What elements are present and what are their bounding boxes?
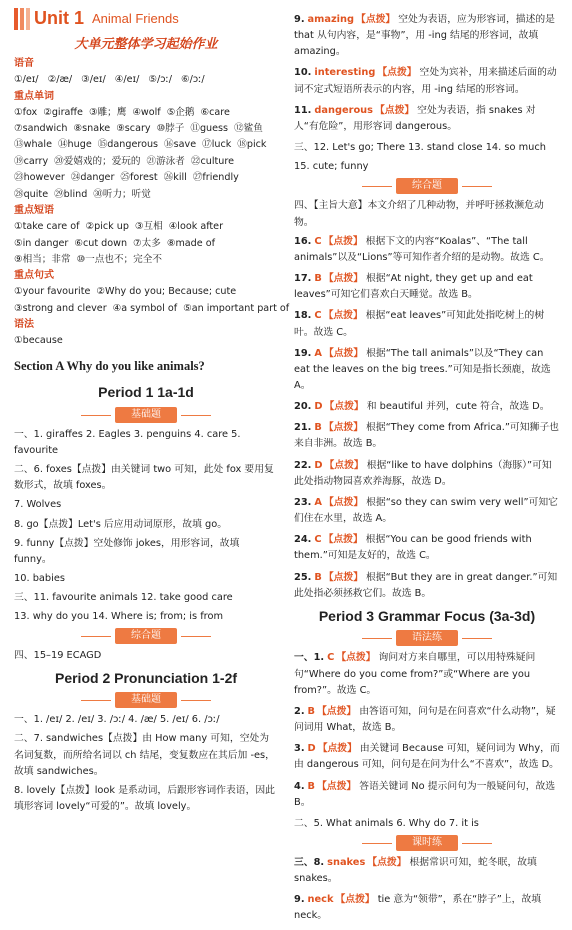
comprehensive-badge: 综合题 xyxy=(396,178,458,194)
vocab-item: ㉒culture xyxy=(190,155,234,167)
answer-line: 7. Wolves xyxy=(14,499,62,511)
phrase-item: ②pick up xyxy=(85,221,129,233)
answer-key: B xyxy=(314,571,322,583)
answer-line: 15. cute; funny xyxy=(294,161,369,173)
phrase-item: ③互相 xyxy=(134,221,163,233)
answer-key: dangerous xyxy=(314,104,373,116)
vocab-item: ⑳爱嬉戏的；爱玩的 xyxy=(54,155,141,167)
vocab-item: ⑯save xyxy=(164,139,197,151)
vocab-item: ④wolf xyxy=(132,106,161,118)
vocab-item: ㉖kill xyxy=(163,172,187,184)
vocab-item: ③雕；鹰 xyxy=(88,106,127,118)
answer-item xyxy=(294,271,560,303)
explanation: 由关键词 Because 可知，疑问词为 Why，而由 dangerous 可知，问句是在问为什么“不喜欢”，故选 D。 xyxy=(294,743,560,771)
phrase-row xyxy=(14,220,278,233)
vocab-label: 重点单词 xyxy=(14,90,54,102)
main-title: 大单元整体学习起始作业 xyxy=(74,37,218,52)
phrases-label: 重点短语 xyxy=(14,205,54,217)
vocab-item: ⑤企鹅 xyxy=(166,106,195,118)
answer-line: 三、11. favourite animals 12. take good care xyxy=(14,592,233,604)
unit-bars-decoration xyxy=(14,8,30,30)
explanation: 根据“At night, they get up and eat leaves”可知它们喜欢白天睡觉。故选 B。 xyxy=(294,273,533,301)
vocab-item: ⑭huge xyxy=(57,139,92,151)
hint-tag: 【点拨】 xyxy=(367,857,407,868)
unit-header xyxy=(14,6,278,32)
answer-key: B xyxy=(314,273,322,285)
vocab-item: ⑲carry xyxy=(14,155,49,167)
explanation: 根据“like to have dolphins（海豚）”可知此处指动物园喜欢养海豚，故选 D。 xyxy=(294,459,552,487)
hint-tag: 【点拨】 xyxy=(323,235,363,247)
hint-tag: 【点拨】 xyxy=(356,14,396,25)
period3-title: Period 3 Grammar Focus (3a-3d) xyxy=(318,607,536,624)
answer-key: B xyxy=(307,705,316,717)
answer-key: C xyxy=(314,235,322,247)
phonetics-item: ①/eɪ/ xyxy=(14,74,39,86)
answer-item xyxy=(294,308,560,340)
phrase-item: ⑦太多 xyxy=(133,237,161,249)
answer-key: C xyxy=(327,652,335,664)
item-number: 3. xyxy=(294,743,305,755)
sentence-item: ②Why do you; Because; cute xyxy=(96,286,237,298)
vocab-item: ㉚听力；听觉 xyxy=(93,188,151,200)
phrase-item: ⑩一点也不；完全不 xyxy=(76,253,162,265)
period2-title: Period 2 Pronunciation 1-2f xyxy=(54,669,238,686)
item-number: 三、8. xyxy=(294,857,325,868)
item-number: 22. xyxy=(294,459,312,471)
hint-tag: 【点拨】 xyxy=(317,705,357,717)
explanation: 根据“so they can swim very well”可知它们住在水里，故选 A。 xyxy=(294,496,558,525)
hint-tag: 【点拨】 xyxy=(335,894,375,906)
answer-line: 三、12. Let's go; There 13. stand close 14. so much xyxy=(294,142,546,154)
explanation: 答语关键词 No 提示问句为一般疑问句，故选 B。 xyxy=(294,780,556,808)
vocab-item: ㉘quite xyxy=(14,188,49,200)
answer-line: 四、15–19 ECAGD xyxy=(14,650,102,662)
answer-item xyxy=(294,855,560,887)
vocab-item: ⑰luck xyxy=(202,139,232,151)
vocab-row xyxy=(14,171,278,184)
sentence-row xyxy=(14,285,278,298)
answer-line: 一、1. /eɪ/ 2. /eɪ/ 3. /ɔː/ 4. /æ/ 5. /eɪ/ 6. /ɔː/ xyxy=(14,714,220,726)
answer-line: 二、5. What animals 6. Why do 7. it is xyxy=(294,817,479,829)
answer-item xyxy=(294,779,560,811)
answer-line: 9. funny【点拨】空处修饰 jokes，用形容词，故填 funny。 xyxy=(14,537,240,565)
theme-line: 四、【主旨大意】本文介绍了几种动物，并呼吁拯救濒危动物。 xyxy=(294,200,544,228)
sentences-label: 重点句式 xyxy=(14,270,54,282)
period1-title: Period 1 1a-1d xyxy=(98,384,194,401)
reading-answers xyxy=(294,234,560,602)
answer-item xyxy=(294,420,560,452)
explanation: 根据常识可知，蛇冬眠，故填 snakes。 xyxy=(294,857,537,885)
class-answers xyxy=(294,855,560,925)
phonetics-label: 语音 xyxy=(14,58,34,70)
answer-key: B xyxy=(314,422,322,434)
vocab-row xyxy=(14,106,278,119)
grammar-item: ①because xyxy=(14,335,63,347)
phrase-row xyxy=(14,253,278,266)
vocab-item: ⑥care xyxy=(200,106,230,118)
answer-key: B xyxy=(307,780,316,792)
hint-tag: 【点拨】 xyxy=(323,571,364,583)
item-number: 24. xyxy=(294,534,312,546)
answer-line: 二、7. sandwiches【点拨】由 How many 可知，空处为名词复数，而所给名词以 ch 结尾，变复数应在其后加 -es，故填 sandwiches。 xyxy=(14,733,275,777)
period2-basic-badge: 基础题 xyxy=(115,692,177,708)
vocab-item: ㉑游泳者 xyxy=(146,155,185,167)
period1-basic-badge: 基础题 xyxy=(115,407,177,423)
vocab-row xyxy=(14,188,278,201)
hint-tag: 【点拨】 xyxy=(377,67,417,79)
item-number: 9. xyxy=(294,894,305,906)
answer-item xyxy=(294,495,560,527)
answer-line: 8. go【点拨】Let's 后应用动词原形，故填 go。 xyxy=(14,518,228,530)
explanation: 根据“You can be good friends with them.”可知是友好的，故选 C。 xyxy=(294,534,532,562)
vocab-item: ⑦sandwich xyxy=(14,123,68,135)
phonetics-item: ⑤/ɔː/ xyxy=(148,74,172,86)
answer-item xyxy=(294,103,560,135)
phrase-item: ⑤in danger xyxy=(14,237,69,249)
answer-item xyxy=(294,234,560,266)
explanation: 根据“eat leaves”可知此处指吃树上的树叶。故选 C。 xyxy=(294,310,545,338)
item-number: 21. xyxy=(294,422,312,434)
answer-item xyxy=(294,892,560,924)
grammar-row xyxy=(14,334,278,347)
answer-item xyxy=(294,570,560,602)
vocab-item: ㉕forest xyxy=(120,172,158,184)
hint-tag: 【点拨】 xyxy=(323,310,363,322)
explanation: 根据“But they are in great danger.”可知此处指必须拯救它们。故选 B。 xyxy=(294,571,558,599)
hint-tag: 【点拨】 xyxy=(317,743,357,755)
sentence-row xyxy=(14,302,290,315)
answer-key: C xyxy=(314,310,322,322)
answer-line: 一、1. giraffes 2. Eagles 3. penguins 4. care 5. favourite xyxy=(14,428,241,456)
sentence-item: ④a symbol of xyxy=(112,302,178,314)
sentence-item: ③strong and clever xyxy=(14,302,107,314)
item-number: 2. xyxy=(294,705,305,717)
explanation: 空处为表语，应为形容词，描述的是 that 从句内容，是“事物”，用 -ing 结尾的形容词，故填 amazing。 xyxy=(294,14,555,58)
answer-line: 13. why do you 14. Where is; from; is from xyxy=(14,611,224,623)
vocab-item: ㉗friendly xyxy=(192,172,239,184)
vocab-item: ⑪guess xyxy=(190,123,229,135)
hint-tag: 【点拨】 xyxy=(323,422,364,434)
item-number: 25. xyxy=(294,571,312,583)
phonetics-item: ②/æ/ xyxy=(47,74,73,86)
grammar-answers xyxy=(294,650,560,810)
answer-key: D xyxy=(314,401,323,413)
item-number: 17. xyxy=(294,273,312,285)
answer-key: D xyxy=(314,459,323,471)
explanation: 和 beautiful 并列，cute 符合，故选 D。 xyxy=(366,401,550,413)
phrase-item: ⑥cut down xyxy=(74,237,128,249)
item-number: 一、1. xyxy=(294,652,325,664)
hint-tag: 【点拨】 xyxy=(336,652,376,664)
phonetics-item: ③/eɪ/ xyxy=(81,74,106,86)
phonetics-item: ⑥/ɔː/ xyxy=(181,74,205,86)
hint-tag: 【点拨】 xyxy=(324,401,364,413)
left-column xyxy=(0,0,290,818)
phrase-item: ⑨相当；非常 xyxy=(14,253,71,265)
explanation: 根据“The tall animals”以及“They can eat the leaves on the big trees.”可知是指长颈鹿，故选 A。 xyxy=(294,347,551,391)
answer-item xyxy=(294,399,560,415)
item-number: 4. xyxy=(294,780,305,792)
answer-key: interesting xyxy=(314,67,376,79)
vocab-item: ①fox xyxy=(14,106,38,118)
vocab-row xyxy=(14,122,278,135)
explanation: 询问对方来自哪里，可以用特殊疑问句“Where do you come from?”或“Where are you from?”。故选 C。 xyxy=(294,652,536,696)
section-a-title: Section A Why do you like animals? xyxy=(14,358,205,373)
answer-key: A xyxy=(314,347,322,359)
hint-tag: 【点拨】 xyxy=(323,347,364,359)
vocab-item: ⑮dangerous xyxy=(97,139,159,151)
vocab-row xyxy=(14,138,278,151)
class-practice-badge: 课时练 xyxy=(396,835,458,851)
answer-key: neck xyxy=(307,894,334,906)
sentence-item: ①your favourite xyxy=(14,286,91,298)
explanation: 由答语可知，问句是在问喜欢“什么动物”，疑问词用 What，故选 B。 xyxy=(294,705,556,734)
hint-tag: 【点拨】 xyxy=(323,534,363,546)
unit-number: Unit 1 xyxy=(34,8,85,29)
period1-comprehensive-badge: 综合题 xyxy=(115,628,177,644)
answer-line: 二、6. foxes【点拨】由关键词 two 可知，此处 fox 要用复数形式，故填 foxes。 xyxy=(14,464,274,492)
item-number: 19. xyxy=(294,347,312,359)
vocab-item: ⑩脖子 xyxy=(156,123,185,135)
answer-line: 10. babies xyxy=(14,573,65,585)
answer-item xyxy=(294,704,560,736)
hint-tag: 【点拨】 xyxy=(323,496,364,508)
vocab-item: ②giraffe xyxy=(43,106,83,118)
answer-item xyxy=(294,458,560,490)
item-number: 11. xyxy=(294,104,312,116)
explanation: 根据“They come from Africa.”可知狮子也来自非洲。故选 B。 xyxy=(294,422,559,450)
sentence-item: ⑤an important part of xyxy=(183,302,290,314)
item-number: 18. xyxy=(294,310,312,322)
explanation: 根据下文的内容“Koalas”、“The tall animals”以及“Lions”等可知作者介绍的是动物。故选 C。 xyxy=(294,235,550,263)
vocab-item: ㉔danger xyxy=(70,172,115,184)
phonetics-row xyxy=(14,73,278,86)
explanation: tie 意为“领带”，系在“脖子”上，故填 neck。 xyxy=(294,894,542,922)
answer-key: C xyxy=(314,534,322,546)
grammar-practice-badge: 语法练 xyxy=(396,630,458,646)
answer-item xyxy=(294,65,560,97)
item-number: 23. xyxy=(294,496,312,508)
answer-item xyxy=(294,650,560,698)
vocab-item: ⑱pick xyxy=(237,139,267,151)
vocab-row xyxy=(14,155,278,168)
grammar-label: 语法 xyxy=(14,319,34,331)
explanation: 空处为表语，指 snakes 对人“有危险”，用形容词 dangerous。 xyxy=(294,104,536,132)
phrase-item: ①take care of xyxy=(14,221,80,233)
phrase-item: ⑧made of xyxy=(166,237,215,249)
vocab-item: ⑬whale xyxy=(14,139,52,151)
item-number: 16. xyxy=(294,235,312,247)
answer-line: 8. lovely【点拨】look 是系动词，后跟形容词作表语，因此填形容词 lovely“可爱的”。故填 lovely。 xyxy=(14,784,275,813)
item-number: 20. xyxy=(294,401,312,413)
hint-tag: 【点拨】 xyxy=(317,780,357,792)
explanation: 空处为宾补，用来描述后面的动词不定式短语所表示的内容，用 -ing 结尾的形容词。 xyxy=(294,67,557,95)
unit-title: Animal Friends xyxy=(92,10,179,26)
vocab-item: ㉙blind xyxy=(54,188,88,200)
phrase-item: ④look after xyxy=(168,221,224,233)
answer-item xyxy=(294,12,560,60)
hint-tag: 【点拨】 xyxy=(323,273,364,285)
answer-item xyxy=(294,532,560,564)
answer-key: D xyxy=(307,743,316,755)
answer-key: amazing xyxy=(307,14,355,25)
hint-tag: 【点拨】 xyxy=(324,459,364,471)
right-column xyxy=(288,0,572,930)
answer-key: snakes xyxy=(327,857,366,868)
hint-tag: 【点拨】 xyxy=(374,104,415,116)
item-number: 10. xyxy=(294,67,312,79)
answer-item xyxy=(294,741,560,773)
vocab-item: ⑫鲨鱼 xyxy=(234,123,263,135)
phrase-row xyxy=(14,237,278,250)
answer-item xyxy=(294,346,560,394)
vocab-item: ⑧snake xyxy=(73,123,111,135)
vocab-item: ㉓however xyxy=(14,172,65,184)
answer-key: A xyxy=(314,496,322,508)
item-number: 9. xyxy=(294,14,305,25)
vocab-item: ⑨scary xyxy=(116,123,151,135)
phonetics-item: ④/eɪ/ xyxy=(114,74,140,86)
